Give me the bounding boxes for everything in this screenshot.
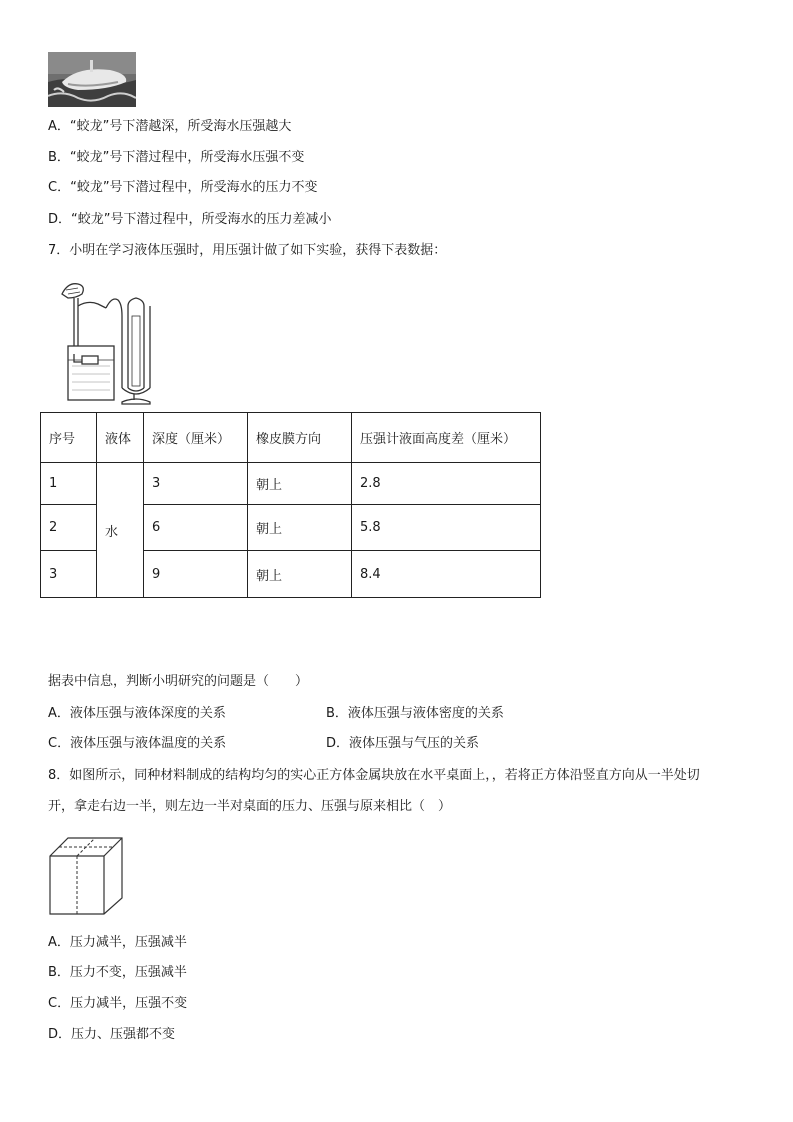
option-label: D． xyxy=(48,212,72,227)
table-header-cell: 深度（厘米） xyxy=(144,413,248,463)
table-cell-no: 2 xyxy=(41,505,97,551)
q7-option-b xyxy=(326,704,504,724)
table-cell-direction: 朝上 xyxy=(248,463,352,505)
table-header-cell: 液体 xyxy=(97,413,144,463)
q8-stem-line1: 8．如图所示，同种材料制成的结构均匀的实心正方体金属块放在水平桌面上，，若将正方体沿竖直方向从一半处切 xyxy=(48,768,700,783)
submarine-photo xyxy=(48,52,136,107)
table-cell-direction: 朝上 xyxy=(248,551,352,598)
q8-option-b xyxy=(48,963,187,983)
pressure-gauge-experiment-figure xyxy=(48,276,168,406)
option-text: “蛟龙”号下潜越深，所受海水压强越大 xyxy=(69,119,292,134)
option-text: 液体压强与气压的关系 xyxy=(349,736,480,751)
option-text: 压力不变，压强减半 xyxy=(69,965,187,980)
option-label: B． xyxy=(48,150,70,165)
option-label: A． xyxy=(48,119,70,134)
option-text: 压力减半，压强不变 xyxy=(70,996,188,1011)
q8-option-d xyxy=(48,1025,175,1045)
table-cell-diff: 5.8 xyxy=(352,505,541,551)
q8-option-c xyxy=(48,994,187,1014)
option-text: “蛟龙”号下潜过程中，所受海水的压力不变 xyxy=(70,180,318,195)
table-header-cell: 压强计液面高度差（厘米） xyxy=(352,413,541,463)
option-text: 液体压强与液体密度的关系 xyxy=(347,706,504,721)
table-cell-diff: 2.8 xyxy=(352,463,541,505)
option-label: B． xyxy=(326,706,348,721)
table-header-cell: 序号 xyxy=(41,413,97,463)
table-cell-depth: 3 xyxy=(144,463,248,505)
option-label: D． xyxy=(326,736,350,751)
q7-stem: 7．小明在学习液体压强时，用压强计做了如下实验，获得下表数据： xyxy=(48,243,447,258)
q8-option-a xyxy=(48,933,187,953)
option-label: B． xyxy=(48,965,70,980)
table-cell-direction: 朝上 xyxy=(248,505,352,551)
option-label: A． xyxy=(48,935,70,950)
q7-option-c xyxy=(48,734,226,754)
q7-option-d xyxy=(326,734,479,754)
option-text: 液体压强与液体深度的关系 xyxy=(69,706,226,721)
q7-option-a xyxy=(48,704,226,724)
q7-question: 据表中信息，判断小明研究的问题是（ ） xyxy=(48,674,309,689)
table-cell-depth: 9 xyxy=(144,551,248,598)
cube-figure xyxy=(48,836,124,916)
table-cell-liquid: 水 xyxy=(97,463,144,598)
option-label: C． xyxy=(48,996,71,1011)
table-cell-diff: 8.4 xyxy=(352,551,541,598)
option-label: A． xyxy=(48,706,70,721)
q6-option-d xyxy=(48,210,332,230)
table-cell-depth: 6 xyxy=(144,505,248,551)
option-label: C． xyxy=(48,736,71,751)
option-label: D． xyxy=(48,1027,72,1042)
table-header-row xyxy=(41,413,541,463)
q6-option-c xyxy=(48,178,318,198)
option-text: 压力减半，压强减半 xyxy=(69,935,187,950)
option-label: C． xyxy=(48,180,71,195)
option-text: “蛟龙”号下潜过程中，所受海水的压力差减小 xyxy=(71,212,332,227)
table-header-cell: 橡皮膜方向 xyxy=(248,413,352,463)
option-text: 液体压强与液体温度的关系 xyxy=(70,736,227,751)
table-row xyxy=(41,463,541,505)
option-text: “蛟龙”号下潜过程中，所受海水压强不变 xyxy=(69,150,305,165)
table-cell-no: 3 xyxy=(41,551,97,598)
q8-stem-line2: 开，拿走右边一半，则左边一半对桌面的压力、压强与原来相比（ ） xyxy=(48,799,452,814)
q6-option-b xyxy=(48,148,304,168)
experiment-data-table xyxy=(40,412,541,598)
q6-option-a xyxy=(48,117,291,137)
option-text: 压力、压强都不变 xyxy=(71,1027,176,1042)
table-cell-no: 1 xyxy=(41,463,97,505)
